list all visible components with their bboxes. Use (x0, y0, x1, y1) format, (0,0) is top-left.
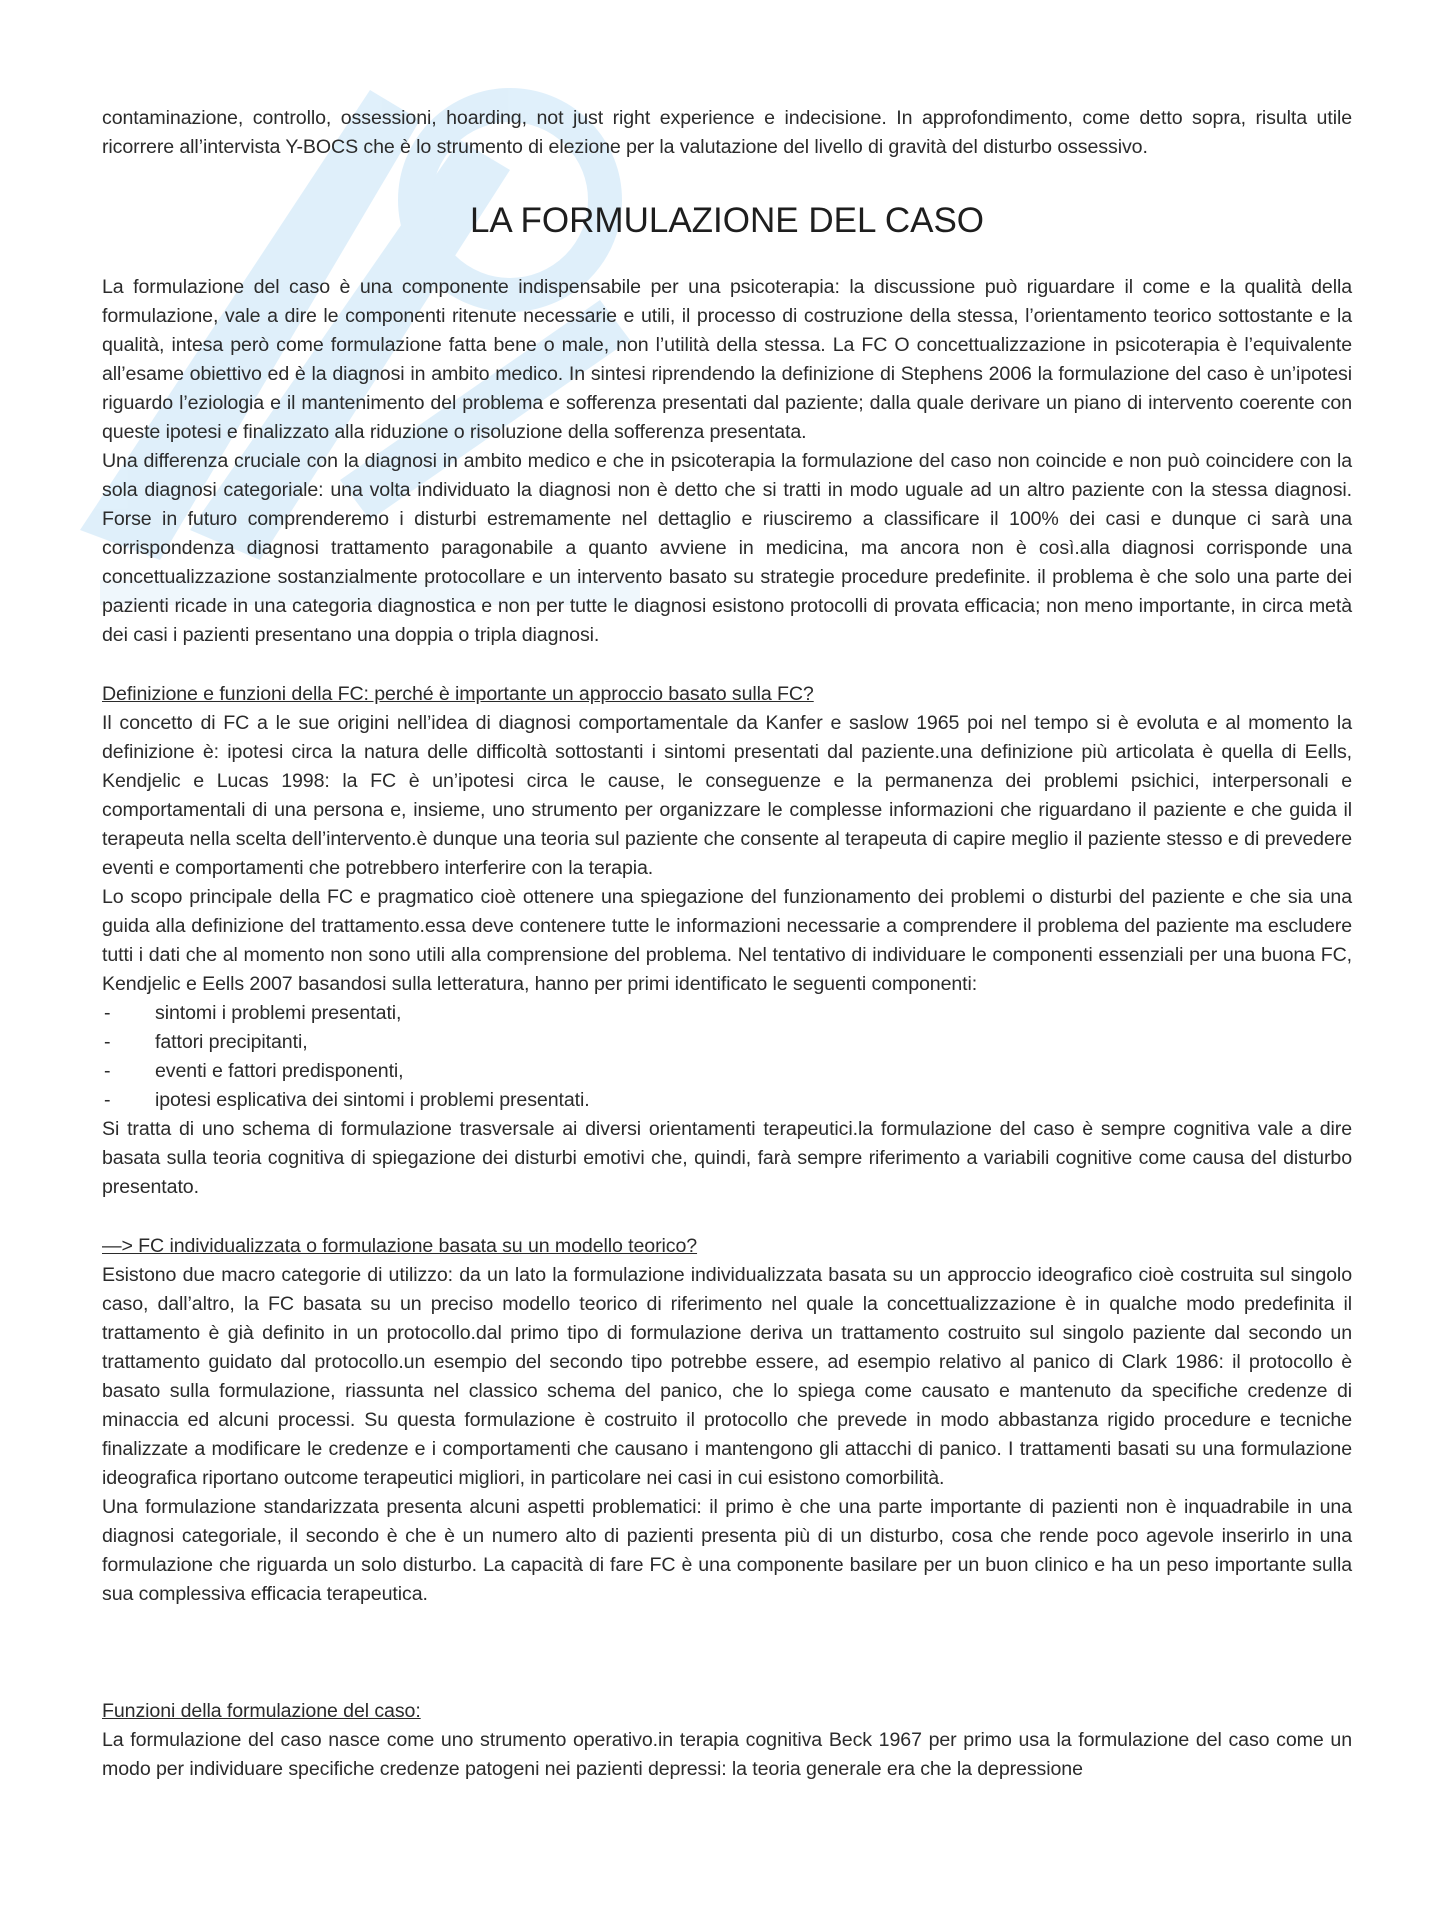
body-paragraph: La formulazione del caso nasce come uno strumento operativo.in terapia cognitiva Beck 1967 per primo usa la formulazione del caso come un modo per individuare specifiche credenze patogeni nei pazienti depressi: la teoria generale era che la depressione (102, 1729, 1352, 1780)
list-item (102, 1057, 1352, 1086)
document-page (102, 104, 1352, 1784)
body-paragraph: Si tratta di uno schema di formulazione trasversale ai diversi orientamenti terapeutici.la formulazione del caso è sempre cognitiva vale a dire basata sulla teoria cognitiva di spiegazione dei disturbi emotivi che, quindi, farà sempre riferimento a variabili cognitive come causa del disturbo presentato. (102, 1118, 1352, 1198)
list-item-text: ipotesi esplicativa dei sintomi i problemi presentati. (155, 1089, 590, 1111)
body-paragraph: La formulazione del caso è una componente indispensabile per una psicoterapia: la discussione può riguardare il come e la qualità della formulazione, vale a dire le componenti ritenute necessarie e utili, il processo di costruzione della stessa, l’orientamento teorico sottostante e la qualità, intesa però come formulazione fatta bene o male, non l’utilità della stessa. La FC O concettualizzazione in psicoterapia è l’equivalente all’esame obiettivo ed è la diagnosi in ambito medico. In sintesi riprendendo la definizione di Stephens 2006 la formulazione del caso è un’ipotesi riguardo l’eziologia e il mantenimento del problema e sofferenza presentati dal paziente; dalla quale derivare un piano di intervento coerente con queste ipotesi e finalizzato alla riduzione o risoluzione della sofferenza presentata. (102, 276, 1352, 443)
body-paragraph: Una differenza cruciale con la diagnosi in ambito medico e che in psicoterapia la formulazione del caso non coincide e non può coincidere con la sola diagnosi categoriale: una volta individuato la diagnosi non è detto che si tratti in modo uguale ad un altro paziente con la stessa diagnosi. Forse in futuro comprenderemo i disturbi estremamente nel dettaglio e riusciremo a classificare il 100% dei casi e dunque ci sarà una corrispondenza diagnosi trattamento paragonabile a quanto avviene in medicina, ma ancora non è così.alla diagnosi corrisponde una concettualizzazione sostanzialmente protocollare e un intervento basato su strategie procedure predefinite. il problema è che solo una parte dei pazienti ricade in una categoria diagnostica e non per tutte le diagnosi esistono protocolli di provata efficacia; non meno importante, in circa metà dei casi i pazienti presentano una doppia o tripla diagnosi. (102, 450, 1352, 646)
list-item (102, 999, 1352, 1028)
body-paragraph: Una formulazione standarizzata presenta alcuni aspetti problematici: il primo è che una parte importante di pazienti non è inquadrabile in una diagnosi categoriale, il secondo è che è un numero alto di pazienti presenta più di un disturbo, cosa che rende poco agevole inserirlo in una formulazione che riguarda un solo disturbo. La capacità di fare FC è una componente basilare per un buon clinico e ha un peso importante sulla sua complessiva efficacia terapeutica. (102, 1496, 1352, 1605)
components-list (102, 999, 1352, 1115)
body-paragraph: Il concetto di FC a le sue origini nell’idea di diagnosi comportamentale da Kanfer e saslow 1965 poi nel tempo si è evoluta e al momento la definizione è: ipotesi circa la natura delle difficoltà sottostanti i sintomi presentati dal paziente.una definizione più articolata è quella di Eells, Kendjelic e Lucas 1998: la FC è un’ipotesi circa le cause, le conseguenze e la permanenza dei problemi psichici, interpersonali e comportamentali di una persona e, insieme, uno strumento per organizzare le complesse informazioni che riguardano il paziente e che guida il terapeuta nella scelta dell’intervento.è dunque una teoria sul paziente che consente al terapeuta di capire meglio il paziente stesso e di prevedere eventi e comportamenti che potrebbero interferire con la terapia. (102, 712, 1352, 879)
list-item-text: eventi e fattori predisponenti, (155, 1060, 404, 1082)
body-paragraph: Esistono due macro categorie di utilizzo: da un lato la formulazione individualizzata basata su un approccio ideografico cioè costruita sul singolo caso, dall’altro, la FC basata su un preciso modello teorico di riferimento nel quale la concettualizzazione è in qualche modo predefinita il trattamento è già definito in un protocollo.dal primo tipo di formulazione deriva un trattamento costruito sul singolo paziente dal secondo un trattamento guidato dal protocollo.un esempio del secondo tipo potrebbe essere, ad esempio relativo al panico di Clark 1986: il protocollo è basato sulla formulazione, riassunta nel classico schema del panico, che lo spiega come causato e mantenuto da specifiche credenze di minaccia ed alcuni processi. Su questa formulazione è costruito il protocollo che prevede in modo abbastanza rigido procedure e tecniche finalizzate a modificare le credenze e i comportamenti che causano i mantengono gli attacchi di panico. I trattamenti basati su una formulazione ideografica riportano outcome terapeutici migliori, in particolare nei casi in cui esistono comorbilità. (102, 1264, 1352, 1489)
list-item-text: sintomi i problemi presentati, (155, 1002, 402, 1024)
list-item-text: fattori precipitanti, (155, 1031, 308, 1053)
bullet-marker: - (104, 1031, 111, 1053)
section-heading-functions: Funzioni della formulazione del caso: (102, 1700, 421, 1722)
bullet-marker: - (104, 1060, 111, 1082)
bullet-marker: - (104, 1089, 111, 1111)
bullet-marker: - (104, 1002, 111, 1024)
list-item (102, 1028, 1352, 1057)
intro-paragraph: contaminazione, controllo, ossessioni, hoarding, not just right experience e indecisione. In approfondimento, come detto sopra, risulta utile ricorrere all’intervista Y-BOCS che è lo strumento di elezione per la valutazione del livello di gravità del disturbo ossessivo. (102, 107, 1352, 158)
section-heading-individualized: —> FC individualizzata o formulazione basata su un modello teorico? (102, 1235, 698, 1257)
section-heading-definition: Definizione e funzioni della FC: perché è importante un approccio basato sulla FC? (102, 683, 814, 705)
list-item (102, 1086, 1352, 1115)
section-title: LA FORMULAZIONE DEL CASO (469, 201, 985, 240)
spacer (102, 650, 1352, 680)
body-paragraph: Lo scopo principale della FC e pragmatico cioè ottenere una spiegazione del funzionamento dei problemi o disturbi del paziente e che sia una guida alla definizione del trattamento.essa deve contenere tutte le informazioni necessarie a comprendere il problema del paziente ma escludere tutti i dati che al momento non sono utili alla comprensione del problema. Nel tentativo di individuare le componenti essenziali per una buona FC, Kendjelic e Eells 2007 basandosi sulla letteratura, hanno per primi identificato le seguenti componenti: (102, 886, 1352, 995)
spacer (102, 1609, 1352, 1697)
spacer (102, 1202, 1352, 1232)
